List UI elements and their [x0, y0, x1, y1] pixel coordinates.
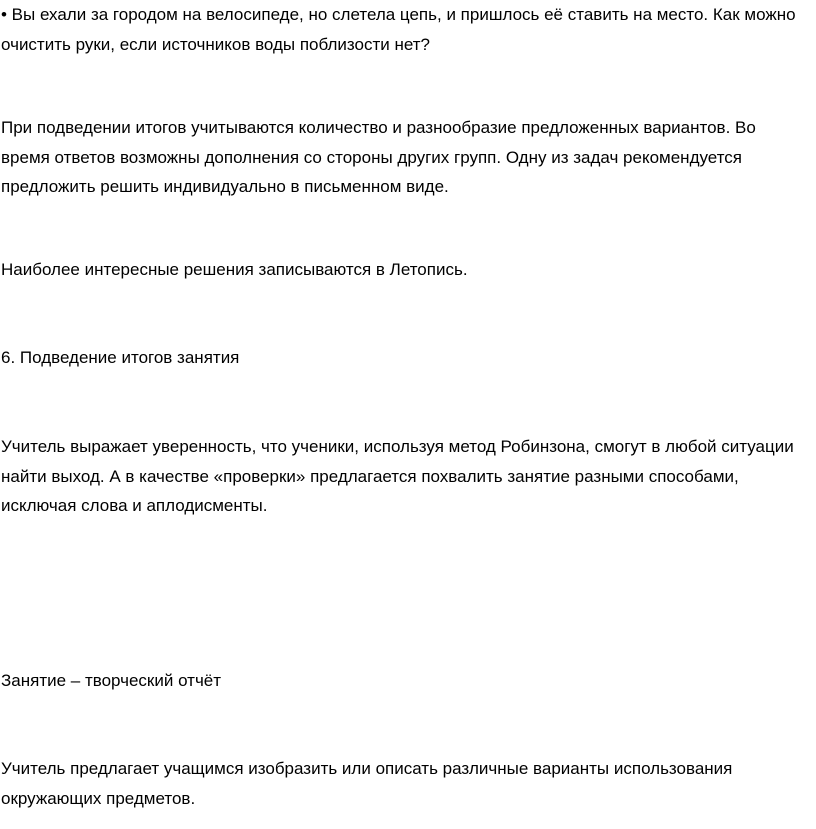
teacher-task-paragraph: Учитель предлагает учащимся изобразить или описать различные варианты использования окружающих предметов.	[1, 759, 733, 808]
evaluation-paragraph: При подведении итогов учитываются количество и разнообразие предложенных вариантов. Во время ответов возможны дополнения со стороны других групп. Одну из задач рекомендуется предложить решить индивидуально в письменном виде.	[1, 118, 756, 196]
chronicle-note-paragraph: Наиболее интересные решения записываются в Летопись.	[1, 260, 468, 279]
task-question-paragraph: • Вы ехали за городом на велосипеде, но слетела цепь, и пришлось её ставить на место. Как можно очистить руки, если источников воды поблизости нет?	[1, 5, 796, 54]
section-heading-summary: 6. Подведение итогов занятия	[1, 348, 240, 367]
teacher-summary-paragraph: Учитель выражает уверенность, что ученики, используя метод Робинзона, смогут в любой ситуации найти выход. А в качестве «проверки» предлагается похвалить занятие разными способами, исключая слова и аплодисменты.	[1, 437, 794, 515]
section-heading-creative-report: Занятие – творческий отчёт	[1, 671, 222, 690]
